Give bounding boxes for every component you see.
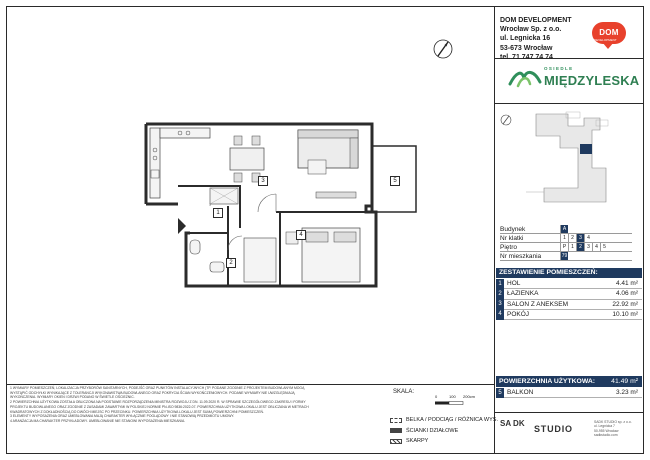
studio-mark: SA DK bbox=[500, 419, 525, 428]
studio-details bbox=[594, 420, 632, 438]
room-row bbox=[496, 300, 642, 310]
company-city: 53-673 Wrocław bbox=[500, 44, 553, 52]
rooms-list bbox=[496, 279, 642, 320]
flat-number-row bbox=[500, 252, 632, 261]
company-line: Wrocław Sp. z o.o. bbox=[500, 26, 562, 34]
balcony-area: 3.23 m² bbox=[615, 389, 638, 397]
dom-logo-text: DOM bbox=[599, 28, 619, 37]
flat-number-label: Nr mieszkania bbox=[500, 252, 542, 260]
flat-number-value: 79 bbox=[561, 253, 568, 259]
scale-label: SKALA: bbox=[393, 389, 415, 395]
scale-tick: 0 bbox=[435, 394, 438, 399]
legend-item bbox=[390, 426, 498, 437]
flat-info-table bbox=[500, 225, 632, 261]
note-line: 3 ELEMENTY WYPOSAŻENIA ORAZ UMEBLOWANIA MAJĄ CHARAKTER WYŁĄCZNIE POGLĄDOWY I NIE STANOWIĄ PRZEDMIOTU UMOWY. bbox=[10, 414, 235, 419]
room-tag-2: 2 bbox=[226, 258, 236, 268]
scale-tick: 100 bbox=[449, 394, 456, 399]
floor-cell-active: 2 bbox=[576, 243, 584, 251]
panel-divider bbox=[494, 6, 495, 454]
stair-label: Nr klatki bbox=[500, 234, 524, 242]
solid-swatch bbox=[390, 428, 402, 433]
building-label: Budynek bbox=[500, 225, 526, 233]
studio-detail-line: 50-955 Wrocław bbox=[594, 428, 619, 433]
note-line: 1 WYMIARY POMIESZCZEŃ, LOKALIZACJA PRZYBORÓW SANITARNYCH, PODEJŚĆ ORAZ PUNKTÓW INSTALACYJNYCH (TP. PODANE ZGODNIE Z PROJEKTEM BUDOWLANYM MOGĄ bbox=[10, 386, 305, 390]
room-name: SALON Z ANEKSEM bbox=[507, 300, 569, 308]
room-name: POKÓJ bbox=[507, 311, 530, 319]
room-row bbox=[496, 310, 642, 320]
balcony-row bbox=[496, 388, 642, 398]
room-number: 3 bbox=[496, 299, 504, 309]
note-line: WYSTĄPIĆ ODCHYŁKI WYNIKAJĄCE Z TOLERANCJI WYKONAWSTWA BUDOWLANEGO ORAZ POKRYCIA ŚCIAN WYKOŃCZENIOWYCH. PODANE WYMIARY NIE UWZGLĘDNIAJĄ bbox=[10, 390, 295, 395]
stair-cell: 1 bbox=[560, 234, 568, 242]
studio-name: STUDIO bbox=[534, 424, 573, 434]
note-line: KWADRATOWYCH Z DOKŁADNOŚCIĄ DO DWÓCH MIEJSC PO PRZECINKU. POWIERZCHNIA UŻYTKOWA LOKALU JEST SUMĄ POWIERZCHNI POMIESZCZEŃ. bbox=[10, 409, 264, 414]
room-row bbox=[496, 289, 642, 299]
building-row bbox=[500, 225, 632, 234]
dom-logo bbox=[592, 22, 626, 50]
total-area-label: POWIERZCHNIA UŻYTKOWA: bbox=[499, 378, 596, 385]
legend-label: ŚCIANKI DZIAŁOWE bbox=[406, 427, 459, 434]
stair-cell: 2 bbox=[568, 234, 576, 242]
company-address bbox=[500, 16, 572, 62]
legend-item bbox=[390, 415, 498, 426]
stair-cell: 4 bbox=[584, 234, 592, 242]
room-tag-4: 4 bbox=[296, 230, 306, 240]
stair-row bbox=[500, 234, 632, 243]
north-arrow-icon bbox=[432, 38, 454, 60]
studio-divider bbox=[494, 412, 644, 413]
floor-cell: 1 bbox=[568, 243, 576, 251]
room-row bbox=[496, 279, 642, 289]
floor-cell: P bbox=[560, 243, 568, 251]
estate-logo bbox=[504, 64, 640, 94]
floor-cell: 5 bbox=[600, 243, 608, 251]
floor-cell: 4 bbox=[592, 243, 600, 251]
legend-label: SKARPY bbox=[406, 438, 429, 444]
key-plan bbox=[496, 108, 642, 216]
note-line: 4 ARANŻACJA MA CHARAKTER PRZYKŁADOWY. UMEBLOWANIE NIE STANOWI WYPOSAŻENIA MIESZKANIA. bbox=[10, 418, 186, 423]
company-name: DOM DEVELOPMENT bbox=[500, 17, 572, 24]
balcony-name: BALKON bbox=[507, 389, 534, 397]
floor-plan bbox=[140, 120, 420, 290]
scale-ticks bbox=[393, 394, 483, 400]
notes-divider bbox=[6, 384, 495, 385]
floor-cell: 3 bbox=[584, 243, 592, 251]
scale-tick: 200cm bbox=[463, 394, 476, 399]
room-tag-5: 5 bbox=[390, 176, 400, 186]
total-area-row bbox=[496, 376, 642, 387]
estate-prefix: OSIEDLE bbox=[544, 66, 574, 71]
company-street: ul. Legnicka 16 bbox=[500, 35, 551, 43]
room-tag-1: 1 bbox=[213, 208, 223, 218]
dom-logo-sub: DEVELOPMENT bbox=[594, 38, 617, 42]
balcony-number: 5 bbox=[496, 388, 504, 398]
logo-divider bbox=[494, 103, 644, 104]
building-cell: A bbox=[560, 225, 568, 233]
room-number: 2 bbox=[496, 289, 504, 299]
note-line: PROJEKTU BUDOWLANEGO ORAZ ZGODNIE Z ZASADAMI ZAWARTYMI W POLSKIEJ NORMIE PN-ISO 9836:2022-07. POWIERZCHNIA UŻYTKOWA LOKALU JEST OBLICZANA W METRACH bbox=[10, 404, 309, 409]
hatch-swatch bbox=[390, 439, 402, 444]
rooms-title: ZESTAWIENIE POMIESZCZEŃ: bbox=[496, 268, 642, 278]
floor-label: Piętro bbox=[500, 243, 517, 251]
room-number: 4 bbox=[496, 309, 504, 319]
estate-name: MIĘDZYLESKA bbox=[544, 73, 640, 88]
room-area: 4.41 m² bbox=[615, 280, 638, 288]
room-area: 4.06 m² bbox=[615, 290, 638, 298]
leaf-icon bbox=[508, 68, 542, 88]
room-tag-3: 3 bbox=[258, 176, 268, 186]
legend-item bbox=[390, 436, 498, 447]
room-number: 1 bbox=[496, 279, 504, 289]
stair-cell-active: 3 bbox=[576, 234, 584, 242]
legend bbox=[390, 415, 498, 447]
notes bbox=[10, 386, 380, 424]
studio-detail-line: sadkstudio.com bbox=[594, 433, 618, 438]
company-phone: tel. 71 747 74 74 bbox=[500, 53, 553, 61]
legend-label: BELKA / PODCIĄG / RÓŻNICA WYS. bbox=[406, 417, 498, 423]
studio-detail-line: SADK STUDIO sp. z o.o. bbox=[594, 420, 632, 424]
room-name: HOL bbox=[507, 280, 521, 288]
room-area: 10.10 m² bbox=[612, 311, 638, 319]
room-area: 22.92 m² bbox=[612, 300, 638, 308]
note-line: 2 POWIERZCHNIA UŻYTKOWA ZOSTAŁA OBLICZONA NA PODSTAWIE ROZPORZĄDZENIA MINISTRA ROZWOJU Z DN. 11.09.2020 R. W SPRAWIE SZCZEGÓŁOWEGO ZAKRESU I FORMY bbox=[10, 400, 306, 405]
scale-bar bbox=[435, 401, 475, 406]
dashed-swatch bbox=[390, 418, 402, 423]
floor-row bbox=[500, 243, 632, 252]
studio-detail-line: ul. Legnicka 7 bbox=[594, 424, 615, 429]
note-line: WYKOŃCZENIA. WYMIARY OKIEN I DRZWI PODANO W ŚWIETLE OŚCIEŻNIC. bbox=[10, 395, 135, 400]
total-area-value: 41.49 m² bbox=[611, 378, 638, 385]
room-name: ŁAZIENKA bbox=[507, 290, 539, 298]
